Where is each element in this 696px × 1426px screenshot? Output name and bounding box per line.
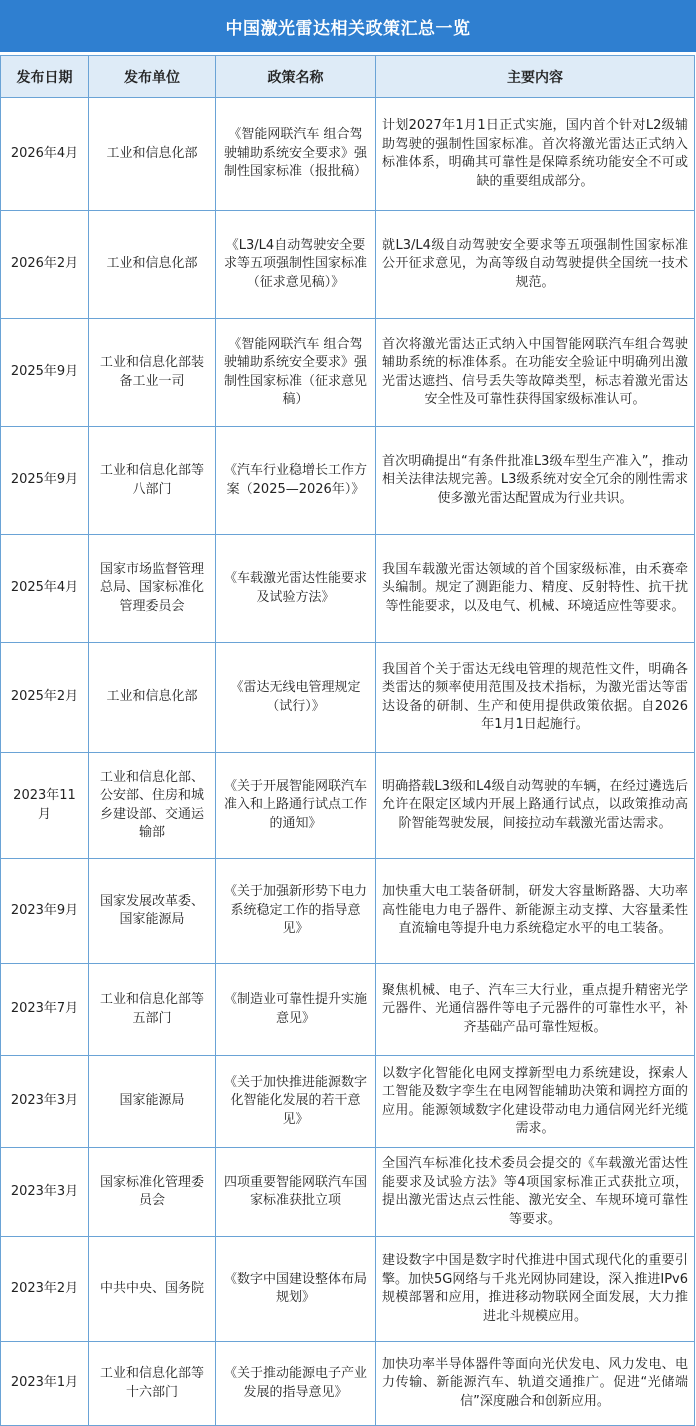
row-content: 首次明确提出“有条件批准L3级车型生产准入”，推动相关法律法规完善。L3级系统对安全冗余的刚性需求使多激光雷达配置成为行业共识。: [376, 427, 695, 535]
row-date: 2023年3月: [1, 1148, 89, 1237]
row-date: 2026年2月: [1, 211, 89, 319]
table-row: [1, 643, 695, 753]
row-content: 加快功率半导体器件等面向光伏发电、风力发电、电力传输、新能源汽车、轨道交通推广。促进“光储端信”深度融合和创新应用。: [376, 1342, 695, 1426]
row-unit: 工业和信息化部: [89, 643, 216, 753]
row-content: 加快重大电工装备研制，研发大容量断路器、大功率高性能电力电子器件、新能源主动支撑、大容量柔性直流输电等提升电力系统稳定水平的电工装备。: [376, 859, 695, 964]
row-policy-name: 《数字中国建设整体布局规划》: [216, 1237, 376, 1342]
row-content: 计划2027年1月1日正式实施，国内首个针对L2级辅助驾驶的强制性国家标准。首次将激光雷达正式纳入标准体系，明确其可靠性是保障系统功能安全不可或缺的重要组成部分。: [376, 98, 695, 211]
row-policy-name: 《关于加强新形势下电力系统稳定工作的指导意见》: [216, 859, 376, 964]
row-content: 我国车载激光雷达领域的首个国家级标准，由禾赛牵头编制。规定了测距能力、精度、反射特性、抗干扰等性能要求，以及电气、机械、环境适应性等要求。: [376, 535, 695, 643]
row-content: 聚焦机械、电子、汽车三大行业，重点提升精密光学元器件、光通信器件等电子元器件的可靠性水平，补齐基础产品可靠性短板。: [376, 964, 695, 1056]
row-policy-name: 《关于加快推进能源数字化智能化发展的若干意见》: [216, 1056, 376, 1148]
row-content: 全国汽车标准化技术委员会提交的《车载激光雷达性能要求及试验方法》等4项国家标准正式获批立项，提出激光雷达点云性能、激光安全、车规环境可靠性等要求。: [376, 1148, 695, 1237]
row-policy-name: 《智能网联汽车 组合驾驶辅助系统安全要求》强制性国家标准（征求意见稿）: [216, 319, 376, 427]
header-date: 发布日期: [1, 56, 89, 98]
row-policy-name: 《汽车行业稳增长工作方案（2025—2026年）》: [216, 427, 376, 535]
header-unit: 发布单位: [89, 56, 216, 98]
row-unit: 工业和信息化部等八部门: [89, 427, 216, 535]
table-row: [1, 1148, 695, 1237]
row-unit: 工业和信息化部装备工业一司: [89, 319, 216, 427]
row-unit: 国家市场监督管理总局、国家标准化管理委员会: [89, 535, 216, 643]
row-date: 2025年9月: [1, 319, 89, 427]
row-unit: 工业和信息化部: [89, 211, 216, 319]
row-policy-name: 四项重要智能网联汽车国家标准获批立项: [216, 1148, 376, 1237]
row-content: 明确搭载L3级和L4级自动驾驶的车辆，在经过遴选后允许在限定区域内开展上路通行试点，以政策推动高阶智能驾驶发展，间接拉动车载激光雷达需求。: [376, 753, 695, 859]
row-date: 2023年2月: [1, 1237, 89, 1342]
table-row: [1, 753, 695, 859]
row-policy-name: 《雷达无线电管理规定（试行）》: [216, 643, 376, 753]
row-unit: 国家能源局: [89, 1056, 216, 1148]
page-title: 中国激光雷达相关政策汇总一览: [0, 0, 696, 52]
row-unit: 工业和信息化部、公安部、住房和城乡建设部、交通运输部: [89, 753, 216, 859]
row-date: 2026年4月: [1, 98, 89, 211]
row-unit: 工业和信息化部等十六部门: [89, 1342, 216, 1426]
row-unit: 工业和信息化部等五部门: [89, 964, 216, 1056]
row-policy-name: 《关于开展智能网联汽车准入和上路通行试点工作的通知》: [216, 753, 376, 859]
row-date: 2023年9月: [1, 859, 89, 964]
table-row: [1, 964, 695, 1056]
table-row: [1, 1237, 695, 1342]
row-policy-name: 《智能网联汽车 组合驾驶辅助系统安全要求》强制性国家标准（报批稿）: [216, 98, 376, 211]
row-unit: 中共中央、国务院: [89, 1237, 216, 1342]
row-date: 2023年1月: [1, 1342, 89, 1426]
table-header-row: [1, 56, 695, 98]
row-content: 首次将激光雷达正式纳入中国智能网联汽车组合驾驶辅助系统的标准体系。在功能安全验证中明确列出激光雷达遮挡、信号丢失等故障类型，标志着激光雷达安全性及可靠性获得国家级标准认可。: [376, 319, 695, 427]
row-content: 就L3/L4级自动驾驶安全要求等五项强制性国家标准公开征求意见，为高等级自动驾驶提供全国统一技术规范。: [376, 211, 695, 319]
header-policy-name: 政策名称: [216, 56, 376, 98]
row-date: 2025年4月: [1, 535, 89, 643]
row-date: 2025年2月: [1, 643, 89, 753]
row-policy-name: 《车载激光雷达性能要求及试验方法》: [216, 535, 376, 643]
row-date: 2025年9月: [1, 427, 89, 535]
row-content: 我国首个关于雷达无线电管理的规范性文件，明确各类雷达的频率使用范围及技术指标，为激光雷达等雷达设备的研制、生产和使用提供政策依据。自2026年1月1日起施行。: [376, 643, 695, 753]
table-row: [1, 427, 695, 535]
row-policy-name: 《L3/L4自动驾驶安全要求等五项强制性国家标准（征求意见稿）》: [216, 211, 376, 319]
header-content: 主要内容: [376, 56, 695, 98]
row-policy-name: 《关于推动能源电子产业发展的指导意见》: [216, 1342, 376, 1426]
row-policy-name: 《制造业可靠性提升实施意见》: [216, 964, 376, 1056]
table-row: [1, 211, 695, 319]
table-row: [1, 859, 695, 964]
row-date: 2023年11月: [1, 753, 89, 859]
row-content: 以数字化智能化电网支撑新型电力系统建设，探索人工智能及数字孪生在电网智能辅助决策和调控方面的应用。能源领域数字化建设带动电力通信网光纤光缆需求。: [376, 1056, 695, 1148]
row-date: 2023年7月: [1, 964, 89, 1056]
table-row: [1, 98, 695, 211]
policy-table: [0, 55, 695, 1426]
row-content: 建设数字中国是数字时代推进中国式现代化的重要引擎。加快5G网络与千兆光网协同建设，深入推进IPv6规模部署和应用，推进移动物联网全面发展，大力推进北斗规模应用。: [376, 1237, 695, 1342]
row-date: 2023年3月: [1, 1056, 89, 1148]
row-unit: 国家标准化管理委员会: [89, 1148, 216, 1237]
row-unit: 工业和信息化部: [89, 98, 216, 211]
table-row: [1, 319, 695, 427]
table-row: [1, 1342, 695, 1426]
row-unit: 国家发展改革委、国家能源局: [89, 859, 216, 964]
table-row: [1, 535, 695, 643]
table-row: [1, 1056, 695, 1148]
